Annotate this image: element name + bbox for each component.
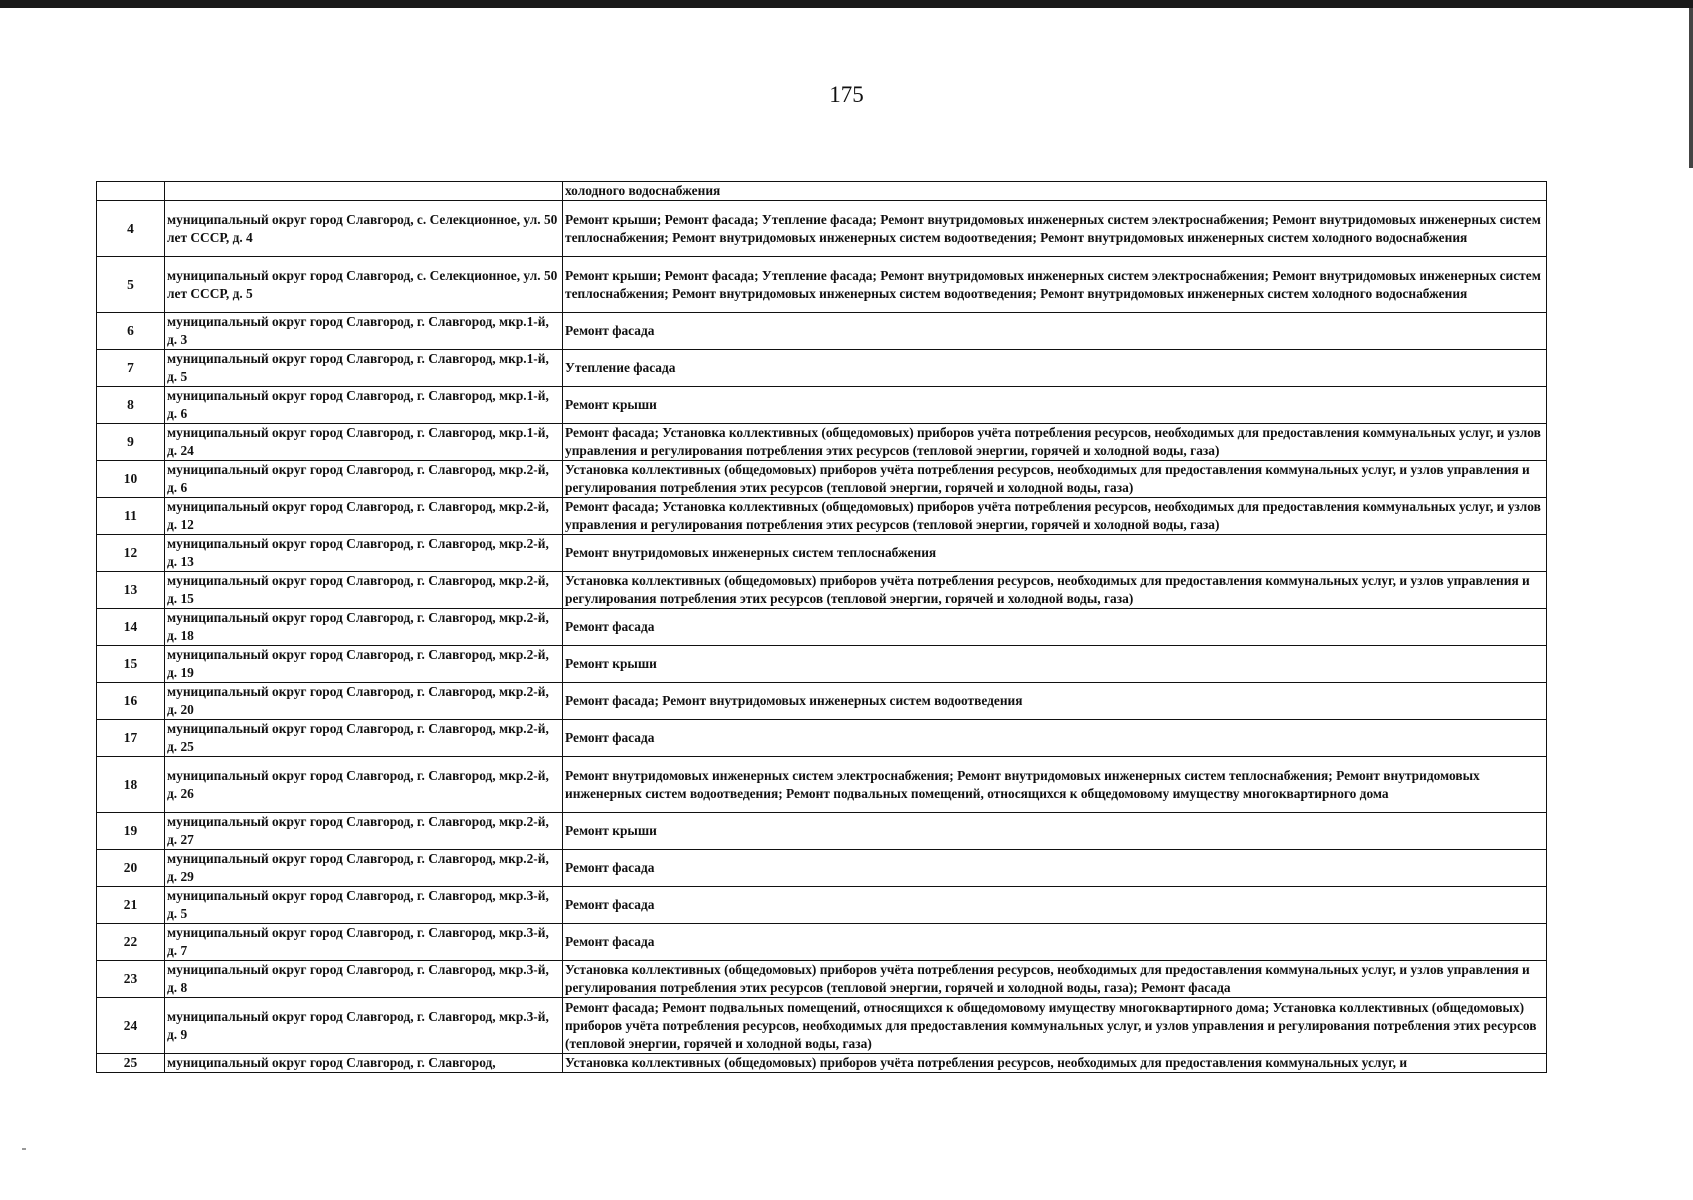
cell-address: муниципальный округ город Славгород, г. Славгород, мкр.1-й, д. 24 — [165, 424, 563, 461]
cell-address: муниципальный округ город Славгород, г. Славгород, мкр.2-й, д. 20 — [165, 683, 563, 720]
scan-top-border — [0, 0, 1693, 8]
table-row — [97, 461, 1547, 498]
cell-num: 19 — [97, 813, 165, 850]
cell-works: Ремонт крыши; Ремонт фасада; Утепление фасада; Ремонт внутридомовых инженерных систем электроснабжения; Ремонт внутридомовых инженерных систем теплоснабжения; Ремонт внутридомовых инженерных систем водоотведения; Ремонт внутридомовых инженерных систем холодного водоснабжения — [563, 201, 1547, 257]
cell-works: Ремонт фасада — [563, 924, 1547, 961]
cell-works: Ремонт фасада — [563, 609, 1547, 646]
cell-works: Ремонт фасада — [563, 887, 1547, 924]
cell-num: 4 — [97, 201, 165, 257]
cell-num: 9 — [97, 424, 165, 461]
cell-works: Ремонт фасада — [563, 720, 1547, 757]
cell-works: Установка коллективных (общедомовых) приборов учёта потребления ресурсов, необходимых для предоставления коммунальных услуг, и узлов управления и регулирования потребления этих ресурсов (тепловой энергии, горячей и холодной воды, газа); Ремонт фасада — [563, 961, 1547, 998]
cell-address: муниципальный округ город Славгород, г. Славгород, мкр.2-й, д. 25 — [165, 720, 563, 757]
table-row — [97, 498, 1547, 535]
table-row — [97, 998, 1547, 1054]
scan-speck — [22, 1148, 26, 1150]
cell-address — [165, 182, 563, 201]
table-row — [97, 961, 1547, 998]
cell-num: 18 — [97, 757, 165, 813]
table-row — [97, 313, 1547, 350]
table-row — [97, 813, 1547, 850]
cell-address: муниципальный округ город Славгород, г. Славгород, мкр.2-й, д. 26 — [165, 757, 563, 813]
cell-works: Ремонт крыши — [563, 646, 1547, 683]
cell-address: муниципальный округ город Славгород, г. Славгород, мкр.2-й, д. 12 — [165, 498, 563, 535]
cell-works: Ремонт внутридомовых инженерных систем теплоснабжения — [563, 535, 1547, 572]
cell-num: 24 — [97, 998, 165, 1054]
cell-works: Ремонт внутридомовых инженерных систем электроснабжения; Ремонт внутридомовых инженерных систем теплоснабжения; Ремонт внутридомовых инженерных систем водоотведения; Ремонт подвальных помещений, относящихся к общедомовому имуществу многоквартирного дома — [563, 757, 1547, 813]
cell-address: муниципальный округ город Славгород, г. Славгород, мкр.3-й, д. 9 — [165, 998, 563, 1054]
table-row — [97, 350, 1547, 387]
cell-address: муниципальный округ город Славгород, г. Славгород, мкр.3-й, д. 7 — [165, 924, 563, 961]
cell-num: 12 — [97, 535, 165, 572]
cell-address: муниципальный округ город Славгород, г. Славгород, мкр.1-й, д. 6 — [165, 387, 563, 424]
cell-num: 25 — [97, 1054, 165, 1073]
cell-works: Ремонт крыши; Ремонт фасада; Утепление фасада; Ремонт внутридомовых инженерных систем электроснабжения; Ремонт внутридомовых инженерных систем теплоснабжения; Ремонт внутридомовых инженерных систем водоотведения; Ремонт внутридомовых инженерных систем холодного водоснабжения — [563, 257, 1547, 313]
cell-address: муниципальный округ город Славгород, г. Славгород, мкр.2-й, д. 29 — [165, 850, 563, 887]
cell-works: Установка коллективных (общедомовых) приборов учёта потребления ресурсов, необходимых для предоставления коммунальных услуг, и узлов управления и регулирования потребления этих ресурсов (тепловой энергии, горячей и холодной воды, газа) — [563, 572, 1547, 609]
table-row — [97, 572, 1547, 609]
cell-works: Ремонт фасада; Ремонт подвальных помещений, относящихся к общедомовому имуществу многоквартирного дома; Установка коллективных (общедомовых) приборов учёта потребления ресурсов, необходимых для предоставления коммунальных услуг, и узлов управления и регулирования потребления этих ресурсов (тепловой энергии, горячей и холодной воды, газа) — [563, 998, 1547, 1054]
cell-address: муниципальный округ город Славгород, г. Славгород, — [165, 1054, 563, 1073]
table-row — [97, 850, 1547, 887]
table-row — [97, 535, 1547, 572]
cell-num: 7 — [97, 350, 165, 387]
cell-works: Ремонт крыши — [563, 813, 1547, 850]
cell-address: муниципальный округ город Славгород, г. Славгород, мкр.2-й, д. 6 — [165, 461, 563, 498]
table-row — [97, 683, 1547, 720]
cell-works: Ремонт фасада; Установка коллективных (общедомовых) приборов учёта потребления ресурсов, необходимых для предоставления коммунальных услуг, и узлов управления и регулирования потребления этих ресурсов (тепловой энергии, горячей и холодной воды, газа) — [563, 498, 1547, 535]
cell-num: 20 — [97, 850, 165, 887]
table-row — [97, 609, 1547, 646]
continuation-row — [97, 182, 1547, 201]
cell-works: Ремонт фасада; Ремонт внутридомовых инженерных систем водоотведения — [563, 683, 1547, 720]
cell-works: Установка коллективных (общедомовых) приборов учёта потребления ресурсов, необходимых для предоставления коммунальных услуг, и узлов управления и регулирования потребления этих ресурсов (тепловой энергии, горячей и холодной воды, газа) — [563, 461, 1547, 498]
cell-works: Ремонт фасада — [563, 313, 1547, 350]
cell-num: 11 — [97, 498, 165, 535]
cell-num: 5 — [97, 257, 165, 313]
table-row — [97, 201, 1547, 257]
cell-address: муниципальный округ город Славгород, г. Славгород, мкр.2-й, д. 27 — [165, 813, 563, 850]
cell-address: муниципальный округ город Славгород, с. Селекционное, ул. 50 лет СССР, д. 4 — [165, 201, 563, 257]
cell-address: муниципальный округ город Славгород, г. Славгород, мкр.2-й, д. 13 — [165, 535, 563, 572]
cell-address: муниципальный округ город Славгород, г. Славгород, мкр.3-й, д. 5 — [165, 887, 563, 924]
cell-works: Ремонт фасада — [563, 850, 1547, 887]
cell-address: муниципальный округ город Славгород, г. Славгород, мкр.2-й, д. 15 — [165, 572, 563, 609]
cell-num: 23 — [97, 961, 165, 998]
cell-address: муниципальный округ город Славгород, г. Славгород, мкр.1-й, д. 5 — [165, 350, 563, 387]
cell-address: муниципальный округ город Славгород, г. Славгород, мкр.2-й, д. 18 — [165, 609, 563, 646]
table-row — [97, 257, 1547, 313]
table-body — [97, 182, 1547, 1073]
cell-num: 16 — [97, 683, 165, 720]
cell-num: 15 — [97, 646, 165, 683]
cell-num: 10 — [97, 461, 165, 498]
cell-address: муниципальный округ город Славгород, г. Славгород, мкр.3-й, д. 8 — [165, 961, 563, 998]
cell-num: 17 — [97, 720, 165, 757]
repair-works-table — [96, 181, 1547, 1073]
table-row — [97, 887, 1547, 924]
cell-num — [97, 182, 165, 201]
cell-works: Утепление фасада — [563, 350, 1547, 387]
table-row — [97, 424, 1547, 461]
cell-num: 21 — [97, 887, 165, 924]
cell-num: 14 — [97, 609, 165, 646]
cell-works: холодного водоснабжения — [563, 182, 1547, 201]
cell-works: Ремонт крыши — [563, 387, 1547, 424]
table-row — [97, 646, 1547, 683]
cell-address: муниципальный округ город Славгород, г. Славгород, мкр.1-й, д. 3 — [165, 313, 563, 350]
page-number: 175 — [829, 82, 864, 107]
cell-num: 13 — [97, 572, 165, 609]
cell-address: муниципальный округ город Славгород, с. Селекционное, ул. 50 лет СССР, д. 5 — [165, 257, 563, 313]
cell-num: 8 — [97, 387, 165, 424]
cell-works: Ремонт фасада; Установка коллективных (общедомовых) приборов учёта потребления ресурсов, необходимых для предоставления коммунальных услуг, и узлов управления и регулирования потребления этих ресурсов (тепловой энергии, горячей и холодной воды, газа) — [563, 424, 1547, 461]
table-row — [97, 924, 1547, 961]
table-row — [97, 1054, 1547, 1073]
cell-num: 22 — [97, 924, 165, 961]
table-row — [97, 720, 1547, 757]
table-row — [97, 757, 1547, 813]
cell-num: 6 — [97, 313, 165, 350]
cell-address: муниципальный округ город Славгород, г. Славгород, мкр.2-й, д. 19 — [165, 646, 563, 683]
table-row — [97, 387, 1547, 424]
cell-works: Установка коллективных (общедомовых) приборов учёта потребления ресурсов, необходимых для предоставления коммунальных услуг, и — [563, 1054, 1547, 1073]
